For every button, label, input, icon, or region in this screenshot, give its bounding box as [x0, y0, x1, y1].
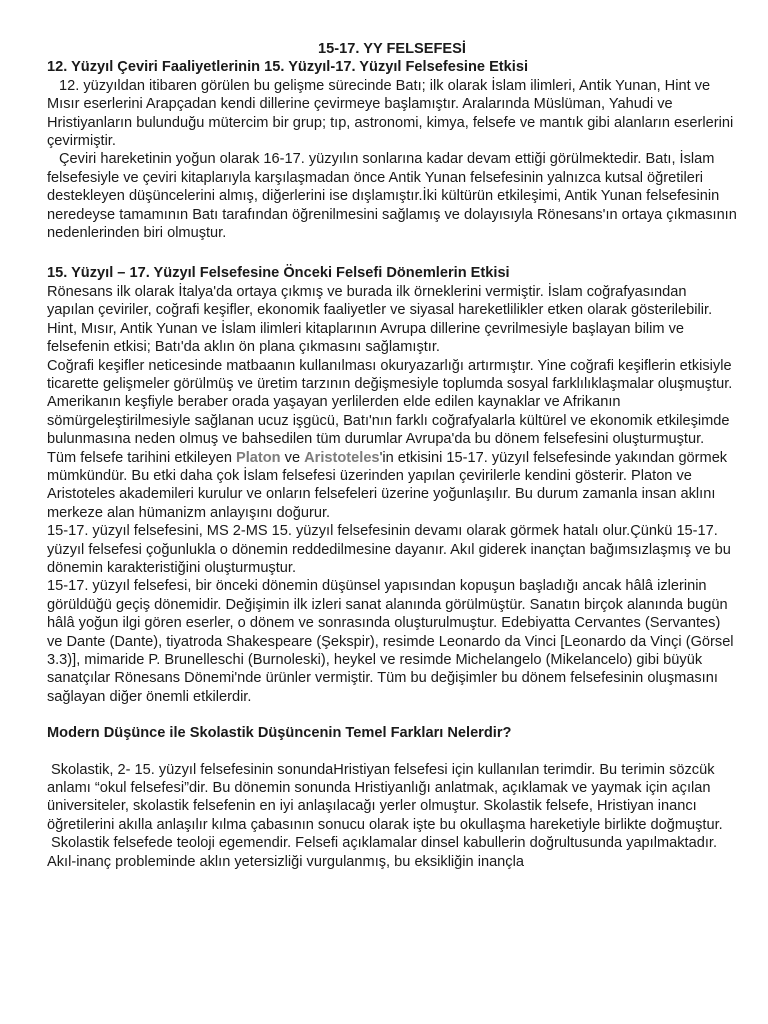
section-heading-influences: 15. Yüzyıl – 17. Yüzyıl Felsefesine Önceki Felsefi Dönemlerin Etkisi — [47, 265, 510, 282]
paragraph: 12. yüzyıldan itibaren görülen bu gelişme sürecinde Batı; ilk olarak İslam ilimleri, Antik Yunan, Hint ve Mısır eserlerini Arapçadan kendi dillerine çevirmeye başlamıştır. Aralarında Müslüman, Yahudi ve Hristiyanların bulunduğu mütercim bir grup; tıp, astronomi, kimya, felsefe ve mantık gibi alanların eserlerini çevirmiştir. — [47, 77, 734, 150]
paragraph: 15-17. yüzyıl felsefesini, MS 2-MS 15. yüzyıl felsefesinin devamı olarak görmek hatalı olur.Çünkü 15-17. yüzyıl felsefesi çoğunlukla o dönemin reddedilmesine dayanır. Akıl giderek inançtan bağımsızlaşmış ve bu dönemin karakteristiğini oluşturmuştur. — [47, 523, 731, 576]
spacer — [47, 706, 737, 724]
paragraph-text: 'in etkisini 15-17. yüzyıl felsefesinde yakından görmek mümkündür. Bu etki daha çok İslam felsefesi üzerinden yapılan çevirilerle kendini gösterir. Platon ve Aristoteles akademileri kurulur ve onların felsefeleri üzerine yoğunlaşılır. Bu durum zamanla insan aklını merkeze alan hümanizm anlayışını doğurur. — [47, 449, 728, 521]
section-heading-translation: 12. Yüzyıl Çeviri Faaliyetlerinin 15. Yüzyıl-17. Yüzyıl Felsefesine Etkisi — [47, 59, 529, 76]
paragraph-text: ve — [280, 449, 305, 466]
spacer — [47, 743, 737, 761]
paragraph: Rönesans ilk olarak İtalya'da ortaya çıkmış ve burada ilk örneklerini vermiştir. İslam coğrafyasından yapılan çeviriler, coğrafi keşifler, ekonomik faaliyetler ve siyasal hareketlilikler etken olarak gösterilebilir. Hint, Mısır, Antik Yunan ve İslam ilimleri kitaplarının Avrupa dillerine çevrilmesiyle başlayan bilim ve felsefenin etkisi; Batı'da aklın ön plana çıkmasını sağlamıştır. — [47, 283, 713, 356]
paragraph-text: Tüm felsefe tarihini etkileyen — [47, 449, 236, 466]
section-heading-scholastic: Modern Düşünce ile Skolastik Düşüncenin Temel Farkları Nelerdir? — [47, 725, 512, 742]
page-title: 15-17. YY FELSEFESİ — [318, 41, 466, 57]
paragraph: 15-17. yüzyıl felsefesi, bir önceki dönemin düşünsel yapısından kopuşun başladığı ancak hâlâ izlerinin görüldüğü geçiş dönemidir. Değişimin ilk izleri sanat alanında görülmüştür. Sanatın birçok alanında bugün hâlâ yoğun ilgi gören eserler, o dönem ve sonrasında oluşturulmuştur. Edebiyatta Cervantes (Servantes) ve Dante (Dante), tiyatroda Shakespeare (Şekspir), resimde Leonardo da Vinci [Leonardo da Vinçi (Görsel 3.3)], mimaride P. Brunelleschi (Burnoleski), heykel ve resimde Michelangelo (Mikelancelo) gibi büyük sanatçılar Rönesans Dönemi'nde ürünler vermiştir. Tüm bu değişimler bu dönem felsefesinin oluşmasını sağlayan diğer önemli etkilerdir. — [47, 578, 734, 705]
document-page — [47, 40, 737, 871]
paragraph: Skolastik, 2- 15. yüzyıl felsefesinin sonundaHristiyan felsefesi için kullanılan terimdir. Bu terimin sözcük anlamı “okul felsefesi”dir. Bu dönemin sonunda Hristiyanlığı anlatmak, açıklamak ve yaymak için açılan üniversiteler, skolastik felsefenin en iyi anlaşılacağı yerler olmuştur. Skolastik felsefe, Hristiyan inancı öğretilerini akılla anlaşılır kılma çabasının sonucu olarak işte bu okullaşma hareketiyle birlikte doğmuştur. — [47, 761, 723, 833]
aristoteles-highlight: Aristoteles — [304, 449, 380, 466]
paragraph-platon-aristoteles — [47, 449, 737, 523]
paragraph: Amerikanın keşfiyle beraber orada yaşayan yerlilerden elde edilen kaynaklar ve Afrikanın sömürgeleştirilmesiyle sağlanan ucuz işgücü, Batı'nın farklı coğrafyalarla kültürel ve ekonomik etkileşimde bulunmasına neden olmuş ve bahsedilen tüm durumlar Avrupa'da bu dönem felsefesini oluşturmuştur. — [47, 394, 730, 448]
platon-highlight: Platon — [236, 449, 281, 466]
paragraph: Skolastik felsefede teoloji egemendir. Felsefi açıklamalar dinsel kabullerin doğrultusunda yapılmaktadır. Akıl-inanç probleminde aklın yetersizliği vurgulanmış, bu eksikliğin inançla — [47, 835, 717, 870]
paragraph: Coğrafi keşifler neticesinde matbaanın kullanılması okuryazarlığı artırmıştır. Yine coğrafi keşiflerin etkisiyle ticarette gelişmeler görülmüş ve üretim tarzının değişmesiyle toplumda sosyal farklılıklaşmalar oluşmuştur. — [47, 357, 733, 392]
paragraph: Çeviri hareketinin yoğun olarak 16-17. yüzyılın sonlarına kadar devam ettiği görülmektedir. Batı, İslam felsefesiyle ve çeviri kitaplarıyla karşılaşmadan önce Antik Yunan felsefesinin yalnızca kutsal öğretileri destekleyen düşüncelerini almış, diğerlerini ise dışlamıştır.İki kültürün etkileşimi, Antik Yunan felsefesinin neredeyse tamamının Batı tarafından öğrenilmesini sağlamış ve dolayısıyla Rönesans'ın ortaya çıkmasının nedenlerinden biri olmuştur. — [47, 151, 737, 242]
spacer — [47, 242, 737, 264]
